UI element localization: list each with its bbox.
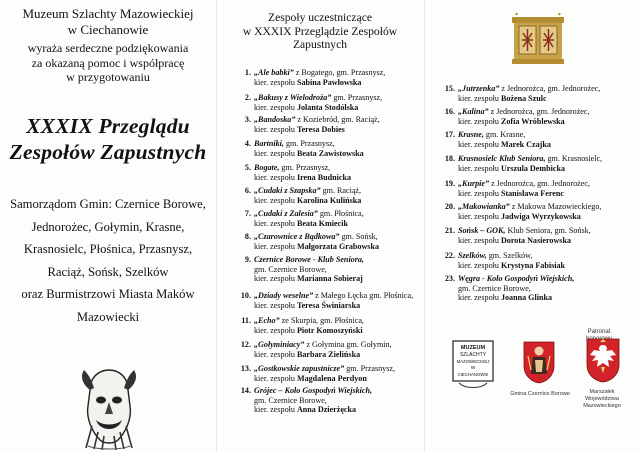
ensembles-heading-line: Zapustnych <box>292 38 348 51</box>
leader-name: Stanisława Ferenc <box>500 188 564 198</box>
ensemble-name: Szelków, <box>458 251 487 260</box>
municipalities-line: Krasnosielc, Płośnica, Przasnysz, <box>23 242 193 257</box>
museum-name <box>6 6 210 38</box>
thanks-line: w przygotowaniu <box>66 70 150 84</box>
mazowieckie-caption-line: Marszałek <box>589 389 615 395</box>
folk-chest-logo <box>508 13 568 67</box>
item-number: 3. <box>244 115 251 124</box>
czernice-borowe-caption: Gmina Czernice Borowe <box>510 391 570 397</box>
ensembles-heading-line: w XXXIX Przeglądzie Zespołów <box>242 24 398 38</box>
municipalities-line: Mazowiecki <box>76 309 140 324</box>
municipalities-line: Jednorożec, Gołymin, Krasne, <box>31 219 185 234</box>
leader-label: kier. zespołu <box>458 188 501 198</box>
leader-name: Krystyna Fabisiak <box>500 260 566 270</box>
ensemble-name: „Echo” <box>254 316 280 325</box>
museum-name-line: w Ciechanowie <box>67 22 149 37</box>
ensemble-name: Bartniki, <box>254 139 284 148</box>
item-body <box>254 386 419 415</box>
ensemble-name: „Jutrzenka” <box>458 84 500 93</box>
item-body <box>254 316 419 335</box>
item-body <box>458 274 636 303</box>
item-body <box>458 130 636 149</box>
mazowieckie-caption <box>572 389 632 410</box>
ensemble-location: ze Skurpia, gm. Płośnica, <box>279 316 364 325</box>
item-body <box>254 209 419 228</box>
item-body <box>254 364 419 383</box>
leader-name: Piotr Komoszyński <box>296 325 363 335</box>
leader-name: Małgorzata Grabowska <box>296 241 379 251</box>
ensemble-location: gm. Przasnysz, <box>331 93 383 102</box>
mazowieckie-coat-of-arms <box>585 337 621 383</box>
item-number: 2. <box>244 93 251 102</box>
ensemble-name: „Cudaki z Zalesia” <box>254 209 318 218</box>
item-body <box>254 139 419 158</box>
mazowieckie-caption-line: Województwa <box>585 396 619 402</box>
item-body <box>254 68 419 87</box>
leader-name: Beata Zawistowska <box>296 148 364 158</box>
patron-label: Patronat <box>587 329 611 335</box>
czernice-borowe-coat-of-arms <box>522 340 556 384</box>
ensemble-name: „Czarownice z Bądkowa” <box>254 232 340 241</box>
leader-name: Marek Czajka <box>500 139 551 149</box>
leader-label: kier. zespołu <box>458 139 501 149</box>
ensemble-name: „Kalina” <box>458 107 489 116</box>
event-title-line: Zespołów Zapustnych <box>9 140 207 164</box>
ensemble-location: z Jednorożca, gm. Jednorożec, <box>488 107 590 116</box>
ensemble-location: gm. Czernice Borowe, <box>458 283 531 293</box>
ensemble-name: „Dziady weselne” <box>254 291 314 300</box>
thanks-line: za okazaną pomoc i współpracę <box>31 55 185 70</box>
ensemble-name: „Cudaki z Szapska” <box>254 186 321 195</box>
ensemble-name: Węgra - Koło Gospodyń Wiejskich, <box>458 274 575 283</box>
leader-name: Dorota Nasierowska <box>500 235 572 245</box>
item-body <box>458 202 636 221</box>
leader-label: kier. zespołu <box>254 148 297 158</box>
leader-name: Urszula Dembicka <box>500 163 566 173</box>
leader-label: kier. zespołu <box>458 235 501 245</box>
leader-name: Magdalena Perdyon <box>296 373 367 383</box>
ensemble-location: gm. Szelków, <box>486 251 533 260</box>
item-number: 10. <box>240 291 251 300</box>
leader-label: kier. zespołu <box>458 116 501 126</box>
item-number: 18. <box>444 154 455 163</box>
item-body <box>254 186 419 205</box>
museum-logo-text: MAZOWIECKIEJ <box>456 359 490 364</box>
item-body <box>458 154 636 173</box>
ensemble-location: gm. Płośnica, <box>317 209 364 218</box>
leader-name: Anna Dzierżęcka <box>296 405 357 415</box>
leader-label: kier. zespołu <box>254 325 297 335</box>
museum-logo-text: CIECHANOWIE <box>457 372 489 377</box>
ensembles-heading-line: Zespoły uczestniczące <box>268 11 372 24</box>
leader-label: kier. zespołu <box>254 218 297 228</box>
ensemble-location: gm. Czernice Borowe, <box>254 395 327 405</box>
museum-logo-text: MUZEUM <box>460 345 486 351</box>
item-number: 8. <box>244 232 251 241</box>
leader-label: kier. zespołu <box>254 349 297 359</box>
leader-name: Sabina Pawłowska <box>296 77 362 87</box>
leader-label: kier. zespołu <box>254 241 297 251</box>
item-number: 4. <box>244 139 251 148</box>
ensemble-location: z Jednorożca, gm. Jednorożec, <box>489 179 590 188</box>
item-number: 11. <box>241 316 251 325</box>
ensemble-location: gm. Czernice Borowe, <box>254 264 327 274</box>
ensemble-location: gm. Raciąż, <box>320 186 362 195</box>
ensemble-name: „Kurpie” <box>458 179 490 188</box>
leader-label: kier. zespołu <box>458 163 501 173</box>
museum-name-line: Muzeum Szlachty Mazowieckiej <box>22 6 194 21</box>
ensemble-name: Bogate, <box>254 163 280 172</box>
item-body <box>254 255 419 284</box>
ensemble-location: z Makowa Mazowieckiego, <box>509 202 602 211</box>
leader-name: Zofia Wróblewska <box>500 116 565 126</box>
item-number: 1. <box>244 68 251 77</box>
ensemble-name: Sońsk – GOK, <box>458 226 506 235</box>
leader-label: kier. zespołu <box>254 195 297 205</box>
municipalities-line: Raciąż, Sońsk, Szelków <box>47 264 169 279</box>
item-number: 9. <box>244 255 251 264</box>
item-number: 15. <box>444 84 455 93</box>
ensemble-name: „Bandoska” <box>254 115 296 124</box>
ensemble-location: z Jednorożca, gm. Jednorożec, <box>499 84 601 93</box>
item-number: 5. <box>244 163 251 172</box>
leader-label: kier. zespołu <box>254 102 297 112</box>
leader-label: kier. zespołu <box>254 405 297 415</box>
item-number: 14. <box>240 386 251 395</box>
museum-logo-text: SZLACHTY <box>459 352 487 358</box>
item-number: 20. <box>444 202 455 211</box>
item-body <box>458 107 636 126</box>
leader-name: Bożena Szulc <box>500 93 547 103</box>
leader-label: kier. zespołu <box>254 373 297 383</box>
leader-label: kier. zespołu <box>254 77 297 87</box>
leader-name: Barbara Zielińska <box>296 349 361 359</box>
item-number: 16. <box>444 107 455 116</box>
leader-name: Irena Budnicka <box>296 172 351 182</box>
ensemble-name: „Bakusy z Wielodroża” <box>254 93 332 102</box>
leader-name: Beata Kmiecik <box>296 218 348 228</box>
municipalities-text <box>2 193 214 329</box>
ensemble-location: z Koziebród, gm. Raciąż, <box>295 115 380 124</box>
leader-name: Jolanta Stodólska <box>296 102 359 112</box>
ensemble-name: „Ale babki” <box>254 68 294 77</box>
ensemble-location: gm. Przasnysz, <box>279 163 331 172</box>
item-body <box>254 93 419 112</box>
item-body <box>254 115 419 134</box>
leader-label: kier. zespołu <box>254 124 297 134</box>
event-title-line: XXXIX Przeglądu <box>26 114 190 138</box>
item-body <box>458 179 636 198</box>
leader-name: Karolina Kulińska <box>296 195 362 205</box>
thanks-line: wyraża serdeczne podziękowania <box>27 41 189 55</box>
item-body <box>254 163 419 182</box>
ensemble-location: gm. Przasnysz, <box>283 139 335 148</box>
ensemble-name: „Makowianka” <box>458 202 510 211</box>
ensemble-location: gm. Krasne, <box>483 130 526 139</box>
municipalities-line: Samorządom Gmin: Czernice Borowe, <box>10 197 206 211</box>
item-body <box>458 84 636 103</box>
ensemble-location: gm. Krasnosielc, <box>545 154 603 163</box>
item-body <box>254 340 419 359</box>
leader-name: Teresa Świniarska <box>296 300 361 310</box>
item-body <box>254 291 419 310</box>
mazowieckie-caption-line: Mazowieckiego <box>583 403 621 409</box>
item-number: 6. <box>244 186 251 195</box>
ensemble-location: z Bogatego, gm. Przasnysz, <box>293 68 386 77</box>
leader-name: Joanna Glinka <box>500 293 552 303</box>
museum-logo <box>451 339 495 391</box>
leader-label: kier. zespołu <box>254 172 297 182</box>
ensemble-name: Krasnosielc Klub Seniora, <box>458 154 546 163</box>
ensemble-location: gm. Sońsk, <box>339 232 378 241</box>
ensemble-location: gm. Przasnysz, <box>344 364 395 373</box>
ensembles-heading <box>216 11 424 52</box>
leader-label: kier. zespołu <box>458 293 501 303</box>
ensemble-name: Krasne, <box>458 130 484 139</box>
thanks-text <box>6 41 210 85</box>
leader-name: Teresa Dobies <box>296 124 345 134</box>
item-number: 19. <box>444 179 455 188</box>
ensemble-name: Czernice Borowe - Klub Seniora, <box>254 255 364 264</box>
event-title <box>2 113 214 165</box>
leader-label: kier. zespołu <box>458 93 501 103</box>
item-number: 23. <box>444 274 455 283</box>
leader-label: kier. zespołu <box>458 211 501 221</box>
ensemble-name: „Gołyminiacy” <box>254 340 305 349</box>
ensemble-location: Klub Seniora, gm. Sońsk, <box>505 226 591 235</box>
museum-logo-text: W <box>470 365 476 370</box>
item-number: 22. <box>444 251 455 260</box>
leader-label: kier. zespołu <box>254 274 297 284</box>
ensemble-name: „Gostkowskie zapustnicze” <box>254 364 345 373</box>
item-number: 21. <box>444 226 455 235</box>
item-body <box>254 232 419 251</box>
item-number: 12. <box>240 340 251 349</box>
item-number: 7. <box>244 209 251 218</box>
item-body <box>458 226 636 245</box>
item-number: 17. <box>444 130 455 139</box>
item-body <box>458 251 636 270</box>
item-number: 13. <box>240 364 251 373</box>
leader-name: Marianna Sobieraj <box>296 274 363 284</box>
leader-label: kier. zespołu <box>458 260 501 270</box>
left-panel <box>0 0 216 452</box>
zapusty-mask-illustration <box>78 366 140 450</box>
municipalities-line: oraz Burmistrzowi Miasta Maków <box>21 287 195 302</box>
ensemble-location: z Małego Łęcka gm. Płośnica, kier. zespołu <box>254 291 414 310</box>
ensemble-name: Grójec – Koło Gospodyń Wiejskich, <box>254 386 373 395</box>
leader-name: Jadwiga Wyrzykowska <box>500 211 581 221</box>
ensemble-location: z Gołymina gm. Gołymin, <box>304 340 392 349</box>
